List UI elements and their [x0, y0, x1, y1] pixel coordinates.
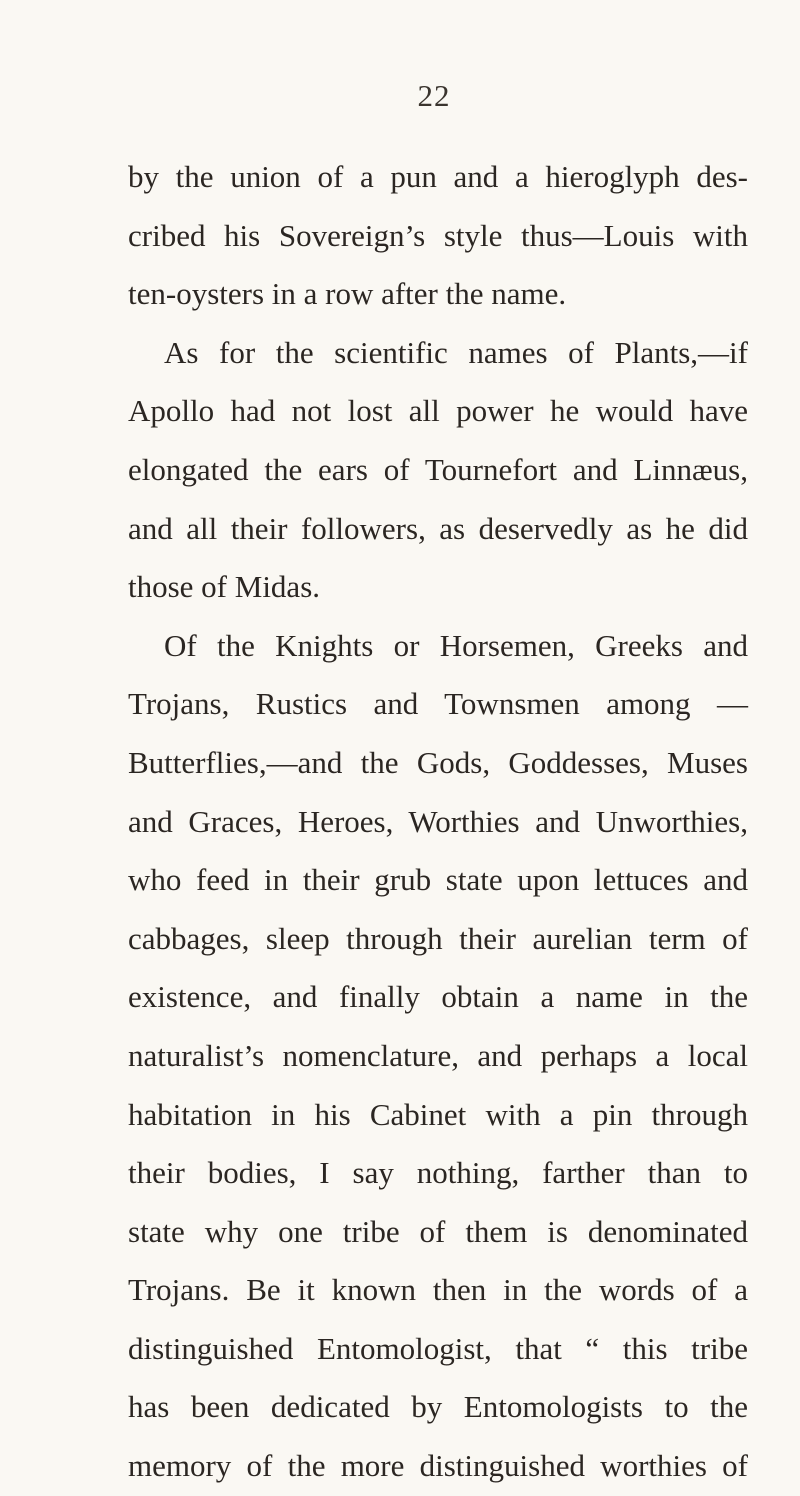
text-line: memory of the more distinguished worthies of [128, 1448, 748, 1484]
text-line: ten-oysters in a row after the name. [128, 276, 567, 312]
text-line: elongated the ears of Tournefort and Linnæus, [128, 451, 748, 487]
text-line: and Graces, Heroes, Worthies and Unworthies, [128, 803, 748, 839]
text-line: by the union of a pun and a hieroglyph des- [128, 159, 748, 194]
text-line: those of Midas. [128, 569, 321, 605]
text-line: Trojans. Be it known then in the words of a [128, 1272, 748, 1308]
text-line: cabbages, sleep through their aurelian term of [128, 920, 748, 956]
body-text [128, 148, 748, 1496]
text-line: distinguished Entomologist, that “ this tribe [128, 1330, 748, 1366]
text-line: Trojans, Rustics and Townsmen among — [128, 686, 748, 722]
text-line: Apollo had not lost all power he would have [128, 393, 748, 429]
text-line: Of the Knights or Horsemen, Greeks and [164, 627, 748, 663]
text-line: has been dedicated by Entomologists to the [128, 1389, 748, 1425]
text-line: existence, and finally obtain a name in the [128, 979, 748, 1015]
text-line: state why one tribe of them is denominated [128, 1213, 748, 1249]
text-line: Butterflies,—and the Gods, Goddesses, Muses [128, 744, 748, 780]
text-line: naturalist’s nomenclature, and perhaps a local [128, 1037, 748, 1073]
text-line: habitation in his Cabinet with a pin through [128, 1096, 748, 1132]
text-line: cribed his Sovereign’s style thus—Louis with [128, 217, 748, 253]
text-line: As for the scientific names of Plants,—if [164, 334, 748, 370]
text-line: and all their followers, as deservedly as he did [128, 510, 748, 546]
text-line: their bodies, I say nothing, farther than to [128, 1155, 748, 1191]
text-line: who feed in their grub state upon lettuces and [128, 862, 748, 898]
page-number: 22 [417, 78, 451, 113]
